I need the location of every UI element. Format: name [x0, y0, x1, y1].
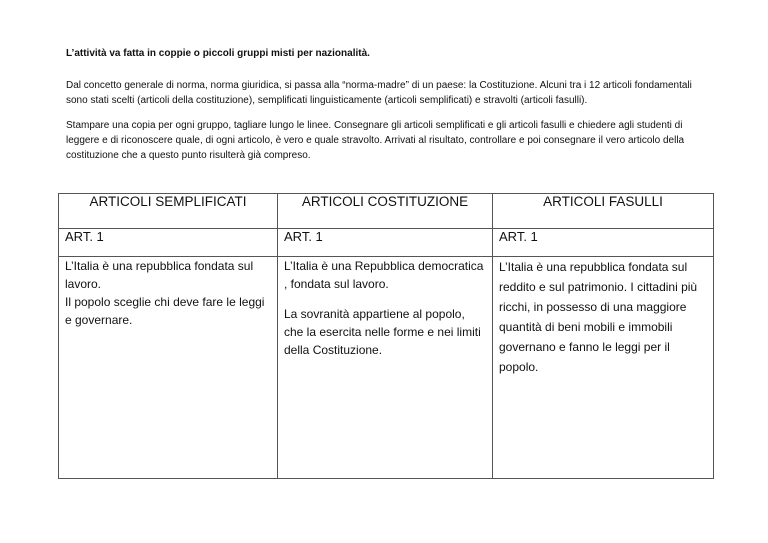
table-row-article-labels: [59, 229, 714, 257]
header-fasulli: ARTICOLI FASULLI: [493, 194, 714, 229]
semplificati-line-1: L’Italia è una repubblica fondata sul lavoro.: [65, 259, 254, 291]
header-semplificati: ARTICOLI SEMPLIFICATI: [59, 194, 278, 229]
cell-costituzione: [278, 257, 493, 479]
costituzione-paragraph-1: L’Italia è una Repubblica democratica , fondata sul lavoro.: [284, 259, 484, 291]
activity-instruction-bold: L’attività va fatta in coppie o piccoli gruppi misti per nazionalità.: [66, 48, 370, 59]
header-costituzione: ARTICOLI COSTITUZIONE: [278, 194, 493, 229]
table-header-row: [59, 194, 714, 229]
fasulli-paragraph: L’Italia è una repubblica fondata sul reddito e sul patrimonio. I cittadini più ricchi, in possesso di una maggiore quantità di beni mobili e immobili governano e fanno le leggi per il popolo.: [499, 260, 698, 374]
costituzione-paragraph-2: La sovranità appartiene al popolo, che la esercita nelle forme e nei limiti della Costituzione.: [284, 307, 481, 357]
art-label-semplificati: ART. 1: [59, 229, 278, 257]
art-label-costituzione: ART. 1: [278, 229, 493, 257]
art-label-fasulli: ART. 1: [493, 229, 714, 257]
table-row-article-text: [59, 257, 714, 479]
articles-table: [58, 193, 714, 479]
intro-paragraph-2: Stampare una copia per ogni gruppo, tagliare lungo le linee. Consegnare gli articoli semplificati e gli articoli fasulli e chiedere agli studenti di leggere e di riconoscere quale, di ogni articolo, è vero e quale stravolto. Arrivati al risultato, controllare e poi consegnare il vero articolo della costituzione che a questo punto risulterà già compreso.: [66, 120, 685, 161]
cell-fasulli: [493, 257, 714, 479]
cell-semplificati: [59, 257, 278, 479]
intro-paragraph-1: Dal concetto generale di norma, norma giuridica, si passa alla “norma-madre” di un paese: la Costituzione. Alcuni tra i 12 articoli fondamentali sono stati scelti (articoli della costituzione), semplificati linguisticamente (articoli semplificati) e stravolti (articoli fasulli).: [66, 80, 692, 106]
semplificati-line-2: Il popolo sceglie chi deve fare le leggi e governare.: [65, 295, 265, 327]
